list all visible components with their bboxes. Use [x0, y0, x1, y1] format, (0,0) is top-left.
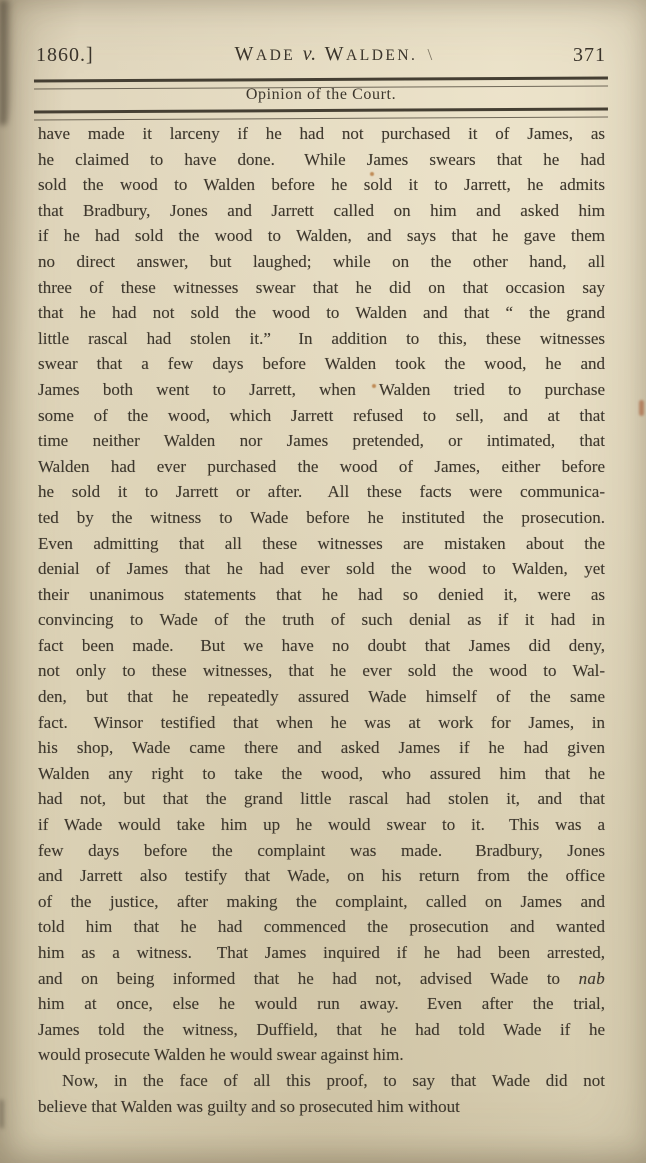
text-line: his shop, Wade came there and asked James if he had given	[38, 738, 605, 758]
text-line: three of these witnesses swear that he did on that occasion say	[38, 277, 605, 297]
case-title-initial: W	[324, 43, 347, 65]
text-line: told him that he had commenced the prosecution and wanted	[38, 917, 605, 937]
page-edge-shadow-bottom-left	[0, 1100, 5, 1128]
text-line: Even admitting that all these witnesses are mistaken about the	[38, 533, 605, 553]
text-line: had not, but that the grand little rascal had stolen it, and that	[38, 789, 605, 809]
text-line: convincing to Wade of the truth of such denial as if it had in	[38, 610, 605, 630]
text-line: he claimed to have done. While James swears that he had	[38, 149, 605, 169]
text-line: believe that Walden was guilty and so prosecuted him without	[38, 1096, 460, 1116]
text-line: denial of James that he had ever sold the wood to Walden, yet	[38, 559, 605, 579]
text-line: den, but that he repeatedly assured Wade himself of the same	[38, 687, 605, 707]
versus-abbrev: v.	[302, 43, 318, 65]
text-line: sold the wood to Walden before he sold it to Jarrett, he admits	[38, 175, 605, 195]
text-line: Walden had ever purchased the wood of James, either before	[38, 456, 605, 476]
text-line: he sold it to Jarrett or after. All these facts were communica-	[38, 482, 605, 502]
page-number: 371	[572, 44, 606, 66]
text-line: him at once, else he would run away. Even after the trial,	[38, 994, 605, 1014]
case-title-initial: W	[234, 43, 256, 65]
text-line: their unanimous statements that he had so denied it, were as	[38, 584, 605, 604]
text-line: that he had not sold the wood to Walden and that “ the grand	[38, 303, 605, 323]
text-line: that Bradbury, Jones and Jarrett called on him and asked him	[38, 200, 605, 220]
text-line: James told the witness, Duffield, that he had told Wade if he	[38, 1019, 605, 1039]
text-line: Now, in the face of all this proof, to say that Wade did not	[62, 1070, 605, 1090]
text-line: little rascal had stolen it.” In addition to this, these witnesses	[38, 328, 605, 348]
case-title-smallcaps: ALDEN.	[346, 47, 418, 64]
year-marker: 1860.]	[36, 44, 94, 66]
text-line: not only to these witnesses, that he ever sold the wood to Wal-	[38, 661, 605, 681]
page-edge-shadow-top-left	[0, 0, 13, 125]
text-line: no direct answer, but laughed; while on the other hand, all	[38, 251, 605, 271]
text-line: swear that a few days before Walden took the wood, he and	[38, 354, 605, 374]
text-line: and on being informed that he had not, advised Wade to nab	[38, 968, 605, 988]
text-line: if Wade would take him up he would swear to it. This was a	[38, 815, 605, 835]
text-line: few days before the complaint was made. Bradbury, Jones	[38, 840, 605, 860]
case-title-smallcaps: ADE	[255, 47, 296, 64]
text-line: ted by the witness to Wade before he instituted the prosecution.	[38, 507, 605, 527]
text-line: of the justice, after making the complaint, called on James and	[38, 891, 605, 911]
text-line: James both went to Jarrett, when Walden tried to purchase	[38, 379, 605, 399]
text-line: have made it larceny if he had not purchased it of James, as	[38, 124, 605, 143]
double-rule-middle	[34, 107, 608, 120]
text-line: some of the wood, which Jarrett refused to sell, and at that	[38, 405, 605, 425]
opinion-body	[38, 121, 605, 1119]
running-header	[36, 44, 606, 67]
section-label: Opinion of the Court.	[245, 86, 397, 103]
text-line: fact been made. But we have no doubt that James did deny,	[38, 635, 605, 655]
text-line: fact. Winsor testified that when he was at work for James, in	[38, 712, 605, 732]
pen-mark: \	[427, 45, 433, 64]
red-ink-stain	[639, 400, 644, 416]
text-line: would prosecute Walden he would swear against him.	[38, 1045, 404, 1065]
text-line: if he had sold the wood to Walden, and says that he gave them	[38, 226, 605, 246]
text-line: him as a witness. That James inquired if he had been arrested,	[38, 943, 605, 962]
text-line: Walden any right to take the wood, who assured him that he	[38, 763, 605, 783]
text-line: time neither Walden nor James pretended, or intimated, that	[38, 431, 605, 451]
case-title	[234, 43, 432, 66]
text-line: and Jarrett also testify that Wade, on his return from the office	[38, 866, 605, 886]
